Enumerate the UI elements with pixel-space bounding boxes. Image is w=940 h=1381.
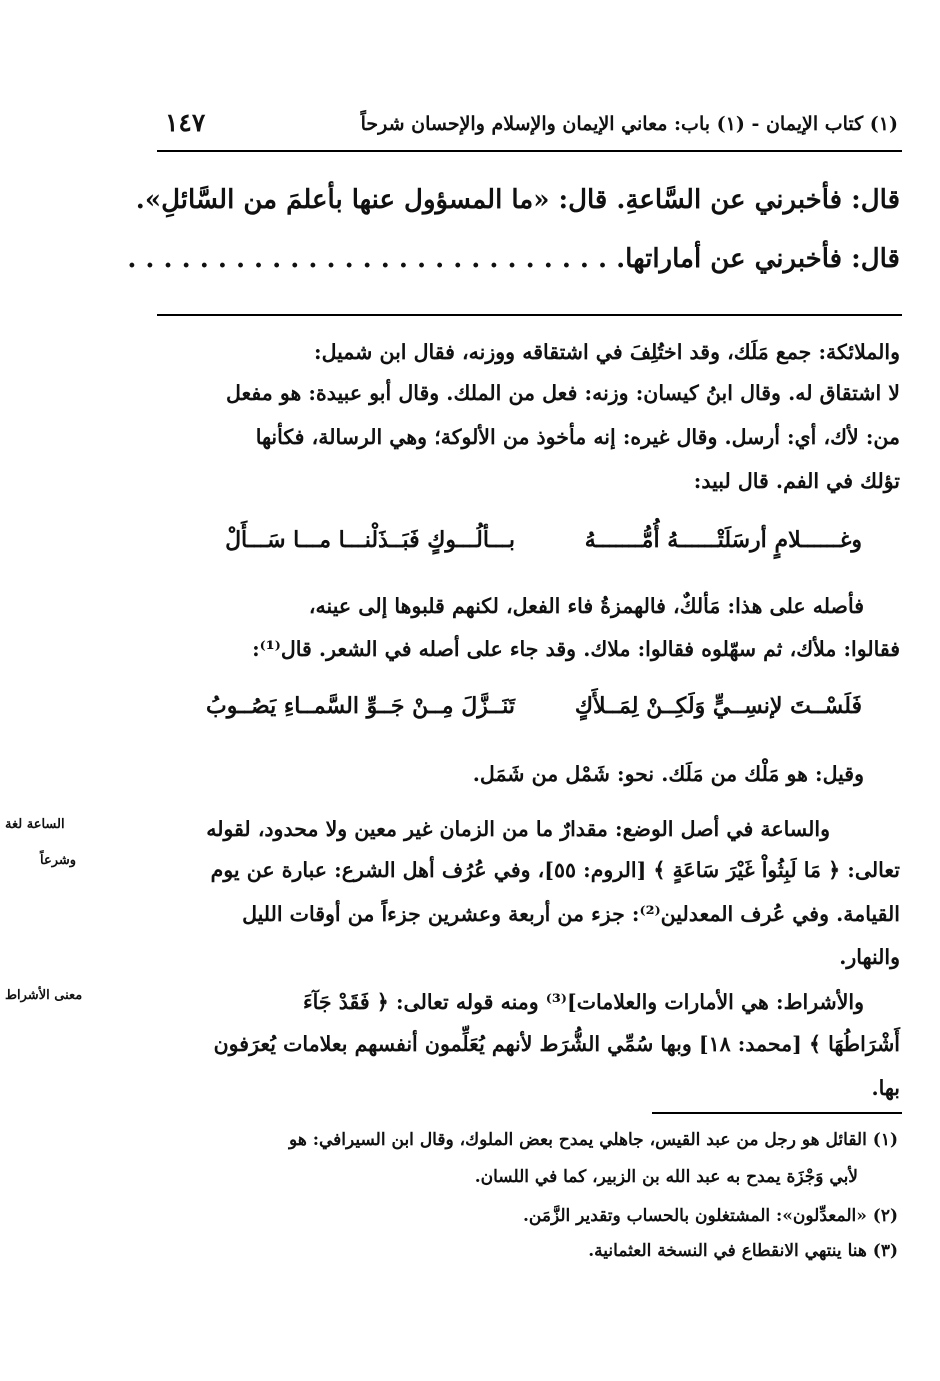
commentary-p1-line-4: تؤلك في الفم. قال لبيد:	[693, 469, 900, 493]
commentary-p4-line-4: والنهار.	[839, 945, 900, 969]
commentary-p4-line-2: تعالى: ﴿ مَا لَبِثُواْ غَيْرَ سَاعَةٍ ﴾ [الروم: ٥٥]، وفي عُرُف أهل الشرع: عبارة عن يوم	[210, 858, 900, 882]
poem-1-first-hemistich: وغــــــلامٍ أرسَلَتْــــــهُ أُمُّـــــــهُ	[584, 527, 862, 553]
hadith-line-1: قال: فأخبرني عن السَّاعةِ. قال: «ما المسؤول عنها بأعلمَ من السَّائلِ».	[135, 185, 900, 215]
footnote-1-line-2: لأبي وَجْزَة يمدح به عبد الله بن الزبير، كما في اللسان.	[474, 1167, 858, 1187]
footnote-3: (٣) هنا ينتهي الانقطاع في النسخة العثمانية.	[588, 1241, 898, 1261]
header-rule	[157, 150, 902, 152]
hadith-line-2: قال: فأخبرني عن أماراتها. . . . . . . . . . . . . . . . . . . . . . . . . . . .	[127, 244, 900, 274]
margin-note-saah-1: الساعة لغة	[5, 817, 65, 832]
margin-note-saah-2: وشرعاً	[40, 853, 77, 868]
commentary-p5-line-2: أَشْرَاطُهَا ﴾ [محمد: ١٨] وبها سُمِّي الشُّرَط لأنهم يُعَلِّمون أنفسهم بعلامات يُعرَفون	[213, 1032, 900, 1056]
poem-2-second-hemistich: تَنَــزَّلَ مِــنْ جَــوِّ السَّمــاءِ يَصُــوبُ	[206, 693, 515, 719]
commentary-p2-line-1: فأصله على هذا: مَألكٌ، فالهمزةُ فاء الفعل، لكنهم قلبوها إلى عينه،	[308, 594, 864, 618]
commentary-p4-line-1: والساعة في أصل الوضع: مقدارٌ ما من الزمان غير معين ولا محدود، لقوله	[206, 817, 830, 841]
commentary-p1-line-3: من: لأك، أي: أرسل. وقال غيره: إنه مأخوذ من الألوكة؛ وهي الرسالة، فكأنها	[255, 425, 900, 449]
footnote-separator-rule	[652, 1112, 902, 1114]
footnote-1-line-1: (١) القائل هو رجل من عبد القيس، جاهلي يمدح بعض الملوك، وقال ابن السيرافي: هو	[289, 1130, 898, 1150]
hadith-separator-rule	[157, 314, 902, 316]
poem-2-first-hemistich: فَلَسْــتَ لإنسِــيٍّ وَلَكِــنْ لِمَــلأَكٍ	[574, 693, 862, 719]
poem-1-second-hemistich: بـــألُـــوكٍ فَبَــذَلْنـــا مـــا سَـــأَلْ	[225, 527, 515, 553]
commentary-p5-line-3: بها.	[871, 1076, 900, 1100]
page-number: ١٤٧	[165, 108, 206, 137]
commentary-p5-line-1: والأشراط: هي الأمارات والعلامات]⁽³⁾ ومنه قوله تعالى: ﴿ فَقَدْ جَآءَ	[303, 990, 864, 1014]
commentary-p3-line-1: وقيل: هو مَلْك من مَلَك. نحو: شَمْل من شَمَل.	[472, 762, 864, 786]
commentary-p4-line-3: القيامة. وفي عُرف المعدلين⁽²⁾: جزء من أربعة وعشرين جزءاً من أوقات الليل	[242, 902, 900, 926]
margin-note-ashrat: معنى الأشراط	[5, 988, 83, 1003]
commentary-p1-line-1: والملائكة: جمع مَلَك، وقد اختُلِفَ في اشتقاقه ووزنه، فقال ابن شميل:	[314, 340, 900, 364]
running-header-title: (١) كتاب الإيمان - (١) باب: معاني الإيمان والإسلام والإحسان شرحاً	[360, 113, 898, 135]
commentary-p1-line-2: لا اشتقاق له. وقال ابنُ كيسان: وزنه: فعل من الملك. وقال أبو عبيدة: هو مفعل	[225, 381, 900, 405]
commentary-p2-line-2: فقالوا: ملأك، ثم سهّلوه فقالوا: ملاك. وقد جاء على أصله في الشعر. قال⁽¹⁾:	[252, 637, 900, 661]
footnote-2: (٢) «المعدِّلون»: المشتغلون بالحساب وتقدير الزَّمَن.	[522, 1206, 898, 1226]
